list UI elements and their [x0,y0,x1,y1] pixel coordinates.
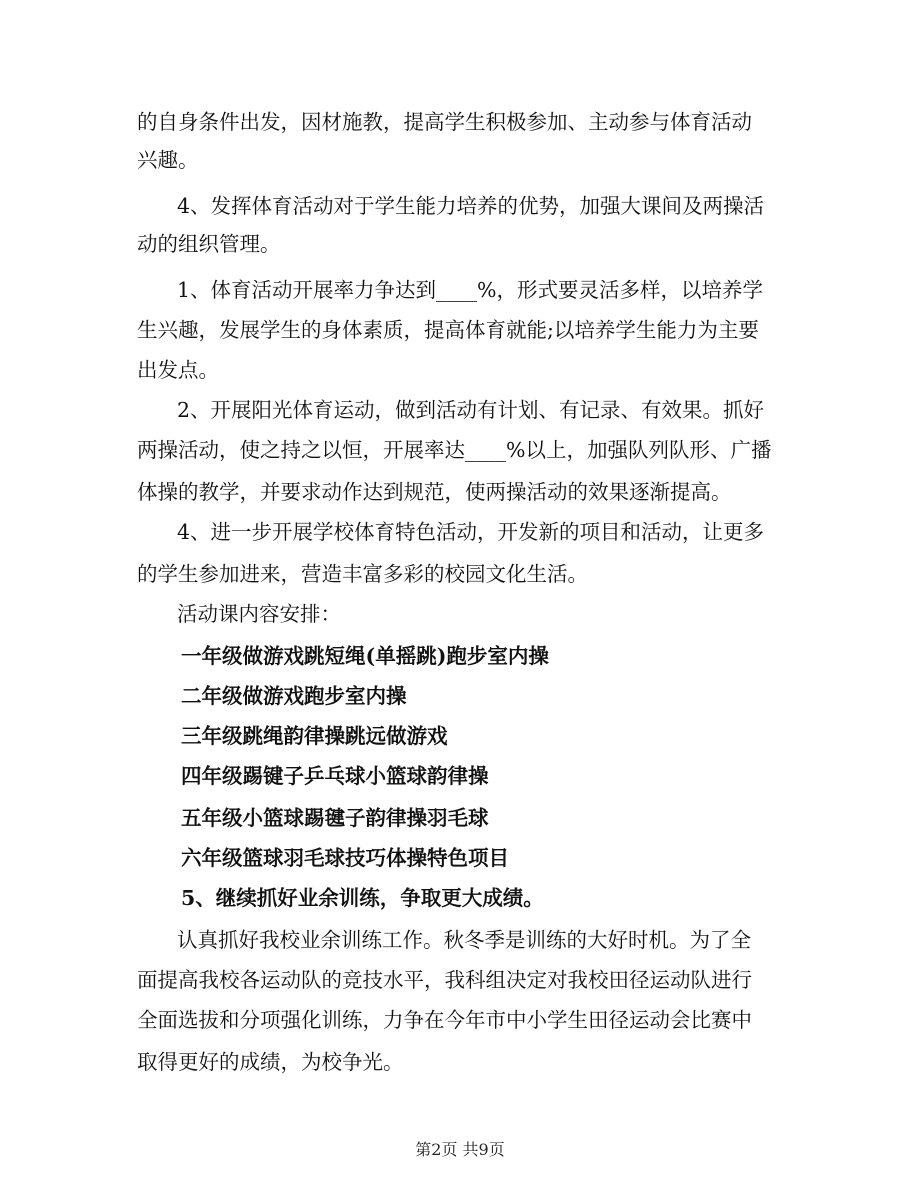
text-line: 动的组织管理。 [137,232,281,256]
page-number: 第2页 共9页 [415,1140,505,1159]
text-line: 两操活动，使之持之以恒，开展率达____%以上，加强队列队形、广播 [137,438,772,462]
text-line: 体操的教学，并要求动作达到规范，使两操活动的效果逐渐提高。 [137,480,732,504]
text-line: 全面选拔和分项强化训练，力争在今年市中小学生田径运动会比赛中 [137,1008,752,1032]
schedule-item: 六年级篮球羽毛球技巧体操特色项目 [181,846,509,870]
schedule-item: 二年级做游戏跑步室内操 [181,684,407,708]
schedule-item: 三年级跳绳韵律操跳远做游戏 [181,724,448,748]
text-line: 1、体育活动开展率力争达到____%，形式要灵活多样，以培养学 [177,278,764,302]
text-line: 4、发挥体育活动对于学生能力培养的优势，加强大课间及两操活 [177,194,765,218]
section-heading: 活动课内容安排： [177,602,341,626]
text-line: 取得更好的成绩，为校争光。 [137,1050,404,1074]
schedule-item: 一年级做游戏跳短绳(单摇跳)跑步室内操 [181,644,549,668]
section-heading: 5、继续抓好业余训练，争取更大成绩。 [181,886,544,910]
text-line: 的自身条件出发，因材施教，提高学生积极参加、主动参与体育活动 [137,110,752,134]
text-line: 认真抓好我校业余训练工作。秋冬季是训练的大好时机。为了全 [177,928,751,952]
text-line: 4、进一步开展学校体育特色活动，开发新的项目和活动，让更多 [177,520,765,544]
text-line: 兴趣。 [137,148,199,172]
text-line: 出发点。 [137,358,219,382]
text-line: 生兴趣，发展学生的身体素质，提高体育就能;以培养学生能力为主要 [137,318,759,342]
text-line: 2、开展阳光体育运动，做到活动有计划、有记录、有效果。抓好 [177,398,765,422]
text-line: 面提高我校各运动队的竞技水平，我科组决定对我校田径运动队进行 [137,968,752,992]
schedule-item: 五年级小篮球踢毽子韵律操羽毛球 [181,806,489,830]
schedule-item: 四年级踢键子乒乓球小篮球韵律操 [181,764,489,788]
text-line: 的学生参加进来，营造丰富多彩的校园文化生活。 [137,562,588,586]
